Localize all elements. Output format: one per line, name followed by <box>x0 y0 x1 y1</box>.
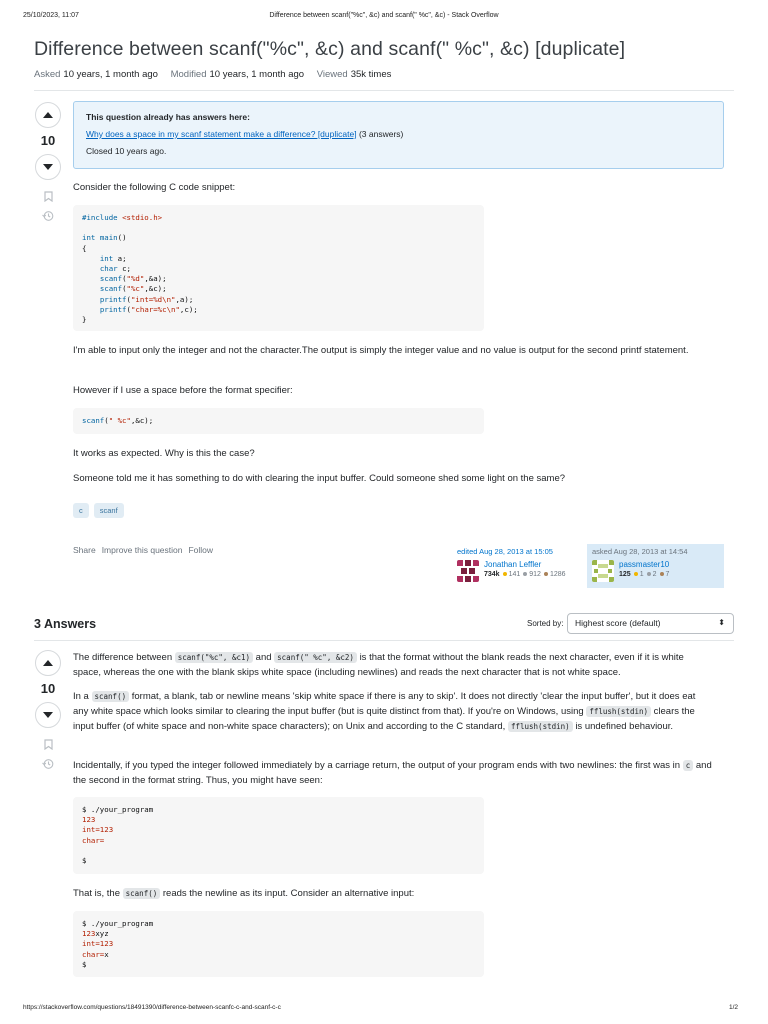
history-icon <box>42 758 54 770</box>
history-button[interactable] <box>40 756 56 772</box>
closed-note: Closed 10 years ago. <box>86 146 167 156</box>
editor-reputation: 734k 141 912 1286 <box>484 571 566 578</box>
upvote-button[interactable] <box>35 102 61 128</box>
arrow-down-icon <box>42 711 54 719</box>
question-meta <box>34 69 401 80</box>
print-header <box>0 12 768 24</box>
asker-name[interactable]: passmaster10 <box>619 560 670 569</box>
inline-code: scanf() <box>123 888 161 899</box>
answer-paragraph: The difference between scanf("%c", &c1) and scanf(" %c", &c2) is that the format without the blank reads the next character, even if it is white space, whereas the one with the blank skips white space (including newlines) and reads the next character that is not white space. <box>73 652 684 678</box>
duplicate-link[interactable]: Why does a space in my scanf statement make a difference? [duplicate] <box>86 129 357 139</box>
answer-score: 10 <box>40 681 56 696</box>
answer-paragraph: That is, the scanf() reads the newline as its input. Consider an alternative input: <box>73 888 415 899</box>
divider <box>34 90 734 91</box>
bookmark-icon <box>44 191 53 202</box>
inline-code: c <box>683 760 694 771</box>
question-score: 10 <box>40 133 56 148</box>
inline-code: scanf(" %c", &c2) <box>274 652 357 663</box>
duplicate-notice <box>73 101 724 169</box>
arrow-up-icon <box>42 111 54 119</box>
tag-c[interactable]: c <box>73 503 89 518</box>
asked-signature <box>587 544 724 588</box>
code-snippet: $ ./your_program 123xyz int=123 char=x $ <box>73 911 484 977</box>
code-snippet: scanf(" %c",&c); <box>73 408 484 434</box>
bookmark-button[interactable] <box>40 736 56 752</box>
answers-count-heading: 3 Answers <box>34 617 97 631</box>
question-title[interactable]: Difference between scanf("%c", &c) and scanf(" %c", &c) [duplicate] <box>34 38 626 60</box>
divider <box>34 640 734 641</box>
bookmark-button[interactable] <box>40 188 56 204</box>
history-button[interactable] <box>40 208 56 224</box>
sort-selected-value: Highest score (default) <box>575 618 661 628</box>
avatar[interactable] <box>457 560 479 582</box>
inline-code: fflush(stdin) <box>586 706 651 717</box>
modified-label: Modified <box>170 69 207 80</box>
post-menu <box>73 545 213 555</box>
asked-value: 10 years, 1 month ago <box>63 69 158 80</box>
question-paragraph: Someone told me it has something to do with clearing the input buffer. Could someone shed some light on the same? <box>73 473 566 484</box>
print-url: https://stackoverflow.com/questions/18491390/difference-between-scanfc-c-and-scanf-c-c <box>23 1004 281 1011</box>
modified-value[interactable]: 10 years, 1 month ago <box>209 69 305 80</box>
share-link[interactable]: Share <box>73 545 96 555</box>
inline-code: scanf("%c", &c1) <box>175 652 253 663</box>
sort-select[interactable] <box>567 613 734 634</box>
answer-paragraph: In a scanf() format, a blank, tab or newline means 'skip white space if there is any to skip'. It does not directly 'clear the input buffer', but it does eat any white space which looks similar to clearing the input buffer (but is quite distinct from that). If you're on Windows, using fflush(stdin) clears the input buffer (of white space and non-white space characters); on Unix and according to the C standard, fflush(stdin) is undefined behaviour. <box>73 691 696 732</box>
question-paragraph: It works as expected. Why is this the case? <box>73 448 255 459</box>
sort-label: Sorted by: <box>527 619 564 628</box>
print-title: Difference between scanf("%c", &c) and scanf(" %c", &c) - Stack Overflow <box>269 12 499 19</box>
notice-heading: This question already has answers here: <box>86 112 250 122</box>
question-paragraph: I'm able to input only the integer and not the character.The output is simply the integer value and no value is output for the second printf statement. <box>73 345 689 356</box>
edited-time[interactable]: edited Aug 28, 2013 at 15:05 <box>457 547 553 556</box>
select-caret-icon: ⬍ <box>718 618 725 627</box>
inline-code: scanf() <box>92 691 130 702</box>
bookmark-icon <box>44 739 53 750</box>
upvote-button[interactable] <box>35 650 61 676</box>
tag-list <box>73 503 124 518</box>
editor-name[interactable]: Jonathan Leffler <box>484 560 542 569</box>
code-snippet: $ ./your_program 123 int=123 char= $ <box>73 797 484 874</box>
follow-link[interactable]: Follow <box>188 545 214 555</box>
question-paragraph: However if I use a space before the format specifier: <box>73 385 293 396</box>
asked-label: Asked <box>34 69 61 80</box>
answer-vote-column <box>34 650 62 772</box>
inline-code: fflush(stdin) <box>508 721 573 732</box>
downvote-button[interactable] <box>35 702 61 728</box>
code-snippet: #include <stdio.h> int main() { int a; char c; scanf("%d",&a); scanf("%c",&c); printf("int=%d\n",a); printf("char=%c\n",c); } <box>73 205 484 331</box>
avatar[interactable] <box>592 560 614 582</box>
answer-paragraph: Incidentally, if you typed the integer followed immediately by a carriage return, the output of your program ends with two newlines: the first was in c and the second in the format string. Thus, you might have seen: <box>73 760 712 786</box>
print-date: 25/10/2023, 11:07 <box>23 12 79 19</box>
arrow-down-icon <box>42 163 54 171</box>
asked-time: asked Aug 28, 2013 at 14:54 <box>592 547 688 556</box>
history-icon <box>42 210 54 222</box>
downvote-button[interactable] <box>35 154 61 180</box>
print-page-number: 1/2 <box>728 1004 738 1011</box>
question-vote-column <box>34 102 62 224</box>
edited-signature <box>452 544 584 588</box>
asker-reputation: 125 1 2 7 <box>619 571 670 578</box>
duplicate-answer-count: (3 answers) <box>358 129 404 139</box>
tag-scanf[interactable]: scanf <box>94 503 124 518</box>
improve-link[interactable]: Improve this question <box>101 545 183 555</box>
viewed-label: Viewed <box>316 69 348 80</box>
viewed-value: 35k times <box>350 69 392 80</box>
question-paragraph: Consider the following C code snippet: <box>73 182 236 193</box>
arrow-up-icon <box>42 659 54 667</box>
